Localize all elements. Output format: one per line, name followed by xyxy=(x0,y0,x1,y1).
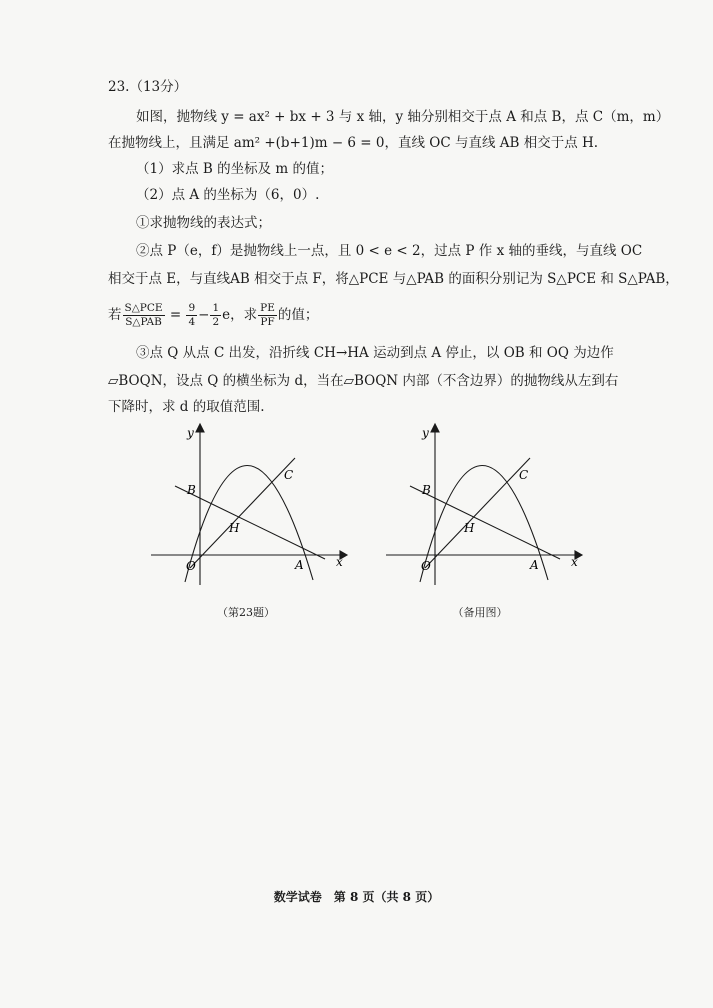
one-half-fraction xyxy=(210,302,221,329)
label-h: H xyxy=(229,521,240,535)
label-o: O xyxy=(186,559,196,573)
label-x: x xyxy=(571,555,578,569)
question-2-part-2-line-3 xyxy=(108,300,608,330)
after-fraction-text: e，求 xyxy=(222,307,258,323)
fraction-denominator: 2 xyxy=(212,316,220,328)
pe-pf-fraction xyxy=(258,302,277,329)
line-oc xyxy=(190,458,295,568)
figure-main xyxy=(145,420,355,590)
label-c: C xyxy=(284,468,294,482)
y-axis-arrow xyxy=(431,424,439,432)
area-ratio-fraction xyxy=(123,302,165,329)
fraction-numerator: 1 xyxy=(212,302,220,314)
label-a: A xyxy=(295,558,304,572)
question-1: （1）求点 B 的坐标及 m 的值； xyxy=(136,161,333,177)
question-2-part-3-line-3: 下降时，求 d 的取值范围. xyxy=(108,399,265,415)
question-2: （2）点 A 的坐标为（6，0）. xyxy=(136,187,320,203)
fraction-denominator: 4 xyxy=(188,316,196,328)
label-c: C xyxy=(519,468,529,482)
question-2-part-3-line-2: ▱BOQN，设点 Q 的横坐标为 d，当在▱BOQN 内部（不含边界）的抛物线从左到右 xyxy=(108,373,619,389)
fraction-numerator: PE xyxy=(260,302,275,314)
page-footer: 数学试卷 第 8 页（共 8 页） xyxy=(273,890,440,904)
fraction-numerator: S△PCE xyxy=(124,302,163,314)
question-2-part-1: ①求抛物线的表达式； xyxy=(136,215,271,231)
question-2-part-3-line-1: ③点 Q 从点 C 出发，沿折线 CH→HA 运动到点 A 停止，以 OB 和 OQ 为边作 xyxy=(136,345,614,361)
suffix-text: 的值； xyxy=(277,307,319,323)
label-y: y xyxy=(187,426,194,440)
label-x: x xyxy=(336,555,343,569)
fraction-denominator: PF xyxy=(260,316,275,328)
intro-line-1: 如图，抛物线 y = ax² + bx + 3 与 x 轴，y 轴分别相交于点 A 和点 B，点 C（m，m） xyxy=(136,109,670,125)
figure-backup xyxy=(380,420,590,590)
intro-line-2: 在抛物线上，且满足 am² +(b+1)m − 6 = 0，直线 OC 与直线 AB 相交于点 H. xyxy=(108,135,599,151)
equals-sign: = xyxy=(169,307,182,323)
caption-right: （备用图） xyxy=(452,606,508,619)
y-axis-arrow xyxy=(196,424,204,432)
problem-header: 23.（13分） xyxy=(108,79,188,95)
line-ab xyxy=(175,486,325,559)
question-2-part-2-line-1: ②点 P（e，f）是抛物线上一点，且 0 < e < 2，过点 P 作 x 轴的垂线，与直线 OC xyxy=(136,243,643,259)
parabola xyxy=(185,465,313,582)
label-y: y xyxy=(422,426,429,440)
label-b: B xyxy=(422,483,431,497)
minus-sign: − xyxy=(198,307,210,323)
label-b: B xyxy=(187,483,196,497)
caption-left: （第23题） xyxy=(217,606,275,619)
fraction-numerator: 9 xyxy=(188,302,196,314)
line-ab xyxy=(410,486,560,559)
prefix-text: 若 xyxy=(108,307,122,323)
question-2-part-2-line-2: 相交于点 E，与直线AB 相交于点 F，将△PCE 与△PAB 的面积分别记为 S△PCE 和 S△PAB， xyxy=(108,271,679,287)
fraction-denominator: S△PAB xyxy=(125,316,162,328)
label-h: H xyxy=(464,521,475,535)
parabola xyxy=(420,465,548,582)
line-oc xyxy=(425,458,530,568)
label-o: O xyxy=(421,559,431,573)
nine-quarters-fraction xyxy=(186,302,197,329)
label-a: A xyxy=(530,558,539,572)
